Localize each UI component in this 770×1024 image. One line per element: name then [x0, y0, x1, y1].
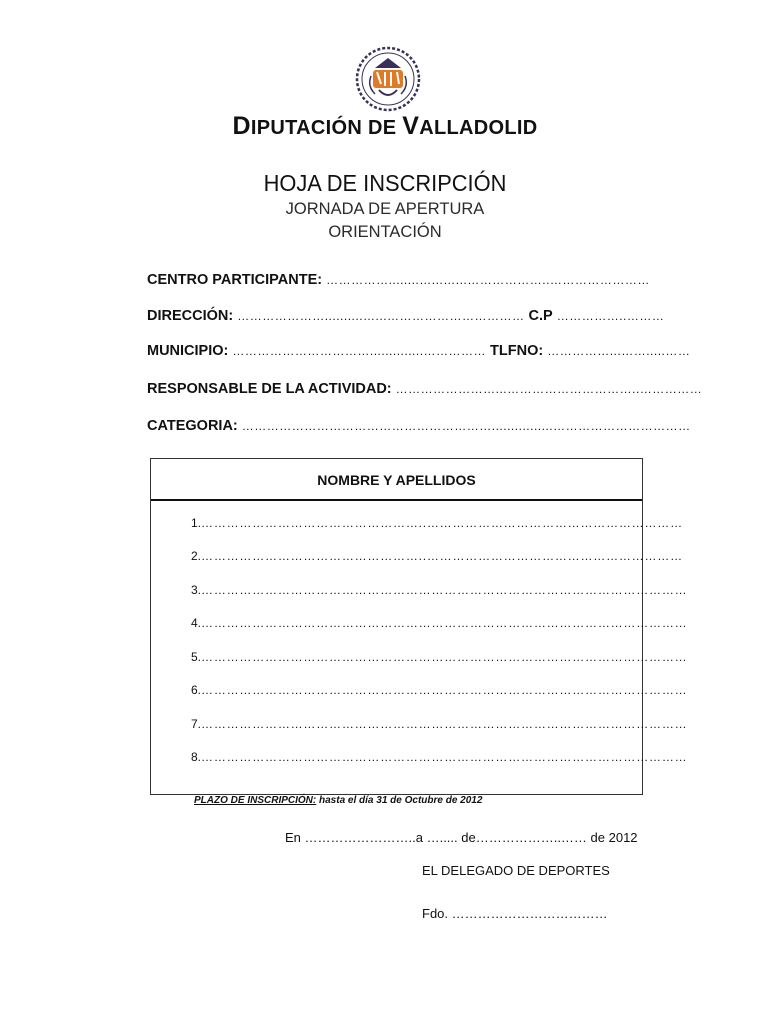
- fill-line: ……………........…...…...………………..……………………: [326, 273, 650, 287]
- fill-line: ……………………………..............……………: [232, 344, 487, 358]
- row-number: 5.: [191, 650, 202, 664]
- field-label: RESPONSABLE DE LA ACTIVIDAD:: [147, 381, 392, 397]
- subtitle-event: JORNADA DE APERTURA: [285, 200, 485, 218]
- name-row-8[interactable]: [191, 750, 688, 768]
- delegate-title: EL DELEGADO DE DEPORTES: [422, 863, 610, 878]
- names-table-header: NOMBRE Y APELLIDOS: [151, 459, 642, 501]
- field-label: DIRECCIÓN:: [147, 308, 234, 324]
- fill-line: ……………………………………………………………………………………………………: [201, 750, 688, 764]
- field-label: MUNICIPIO:: [147, 343, 229, 359]
- seal-logo: [355, 46, 421, 112]
- field-municipio[interactable]: [147, 343, 691, 363]
- row-number: 1.: [191, 516, 202, 530]
- organization-name: [0, 112, 770, 141]
- fill-line: ……………………………………………………………………………………………………: [201, 583, 688, 597]
- fill-line: ……………………………………………..……………………………………………………: [201, 516, 683, 530]
- name-row-2[interactable]: [191, 549, 683, 567]
- field-responsable[interactable]: [147, 381, 703, 401]
- name-row-4[interactable]: [191, 616, 688, 634]
- org-name-initial-v: V: [402, 112, 420, 140]
- fill-line-cp: ……………..………: [556, 309, 665, 323]
- fill-line: ……………………………………………………………………………………………………: [201, 650, 688, 664]
- org-name-part-2: ALLADOLID: [419, 117, 538, 139]
- document-title: HOJA DE INSCRIPCIÓN: [263, 170, 507, 196]
- row-number: 2.: [191, 549, 202, 563]
- subtitle-discipline: ORIENTACIÓN: [328, 223, 442, 241]
- field-label-cp: C.P: [528, 308, 553, 324]
- row-number: 6.: [191, 683, 202, 697]
- fill-line: ……………………………………………………………………………………………………: [201, 717, 688, 731]
- field-label-tlfno: TLFNO:: [490, 343, 544, 359]
- row-number: 7.: [191, 717, 202, 731]
- name-row-6[interactable]: [191, 683, 688, 701]
- field-centro-participante[interactable]: [147, 272, 650, 292]
- name-row-7[interactable]: [191, 717, 688, 735]
- fill-line: ……………………………………………………………………………………………………: [201, 616, 688, 630]
- field-categoria[interactable]: [147, 418, 691, 438]
- deadline-text: hasta el día 31 de Octubre de 2012: [319, 795, 483, 806]
- field-direccion[interactable]: [147, 308, 665, 328]
- registration-deadline: [194, 795, 482, 806]
- fill-line: ……………………………………………………………………………………………………: [201, 683, 688, 697]
- names-table: [150, 458, 688, 795]
- signature-line[interactable]: Fdo. ………………………………: [422, 906, 608, 921]
- fill-line: …………………..........…...……………………………: [237, 309, 525, 323]
- row-number: 4.: [191, 616, 202, 630]
- deadline-label: PLAZO DE INSCRIPCIÓN:: [194, 795, 317, 806]
- fill-line: ……………………...…………………………..……………: [395, 382, 703, 396]
- name-row-5[interactable]: [191, 650, 688, 668]
- row-number: 8.: [191, 750, 202, 764]
- place-date-line[interactable]: En ……………………..a …..... de………………..…… de 2012: [285, 830, 638, 845]
- fill-line: ……………………………………………………................……………………………: [241, 419, 691, 433]
- org-name-part-1: IPUTACIÓN DE: [250, 117, 403, 139]
- fill-line-tlfno: ……………...…….....……: [547, 344, 691, 358]
- row-number: 3.: [191, 583, 202, 597]
- field-label: CENTRO PARTICIPANTE:: [147, 272, 323, 288]
- field-label: CATEGORIA:: [147, 418, 238, 434]
- name-row-3[interactable]: [191, 583, 688, 601]
- org-name-initial-d: D: [232, 112, 251, 140]
- fill-line: ……………………………………………..……………………………………………………: [201, 549, 683, 563]
- name-row-1[interactable]: [191, 516, 683, 534]
